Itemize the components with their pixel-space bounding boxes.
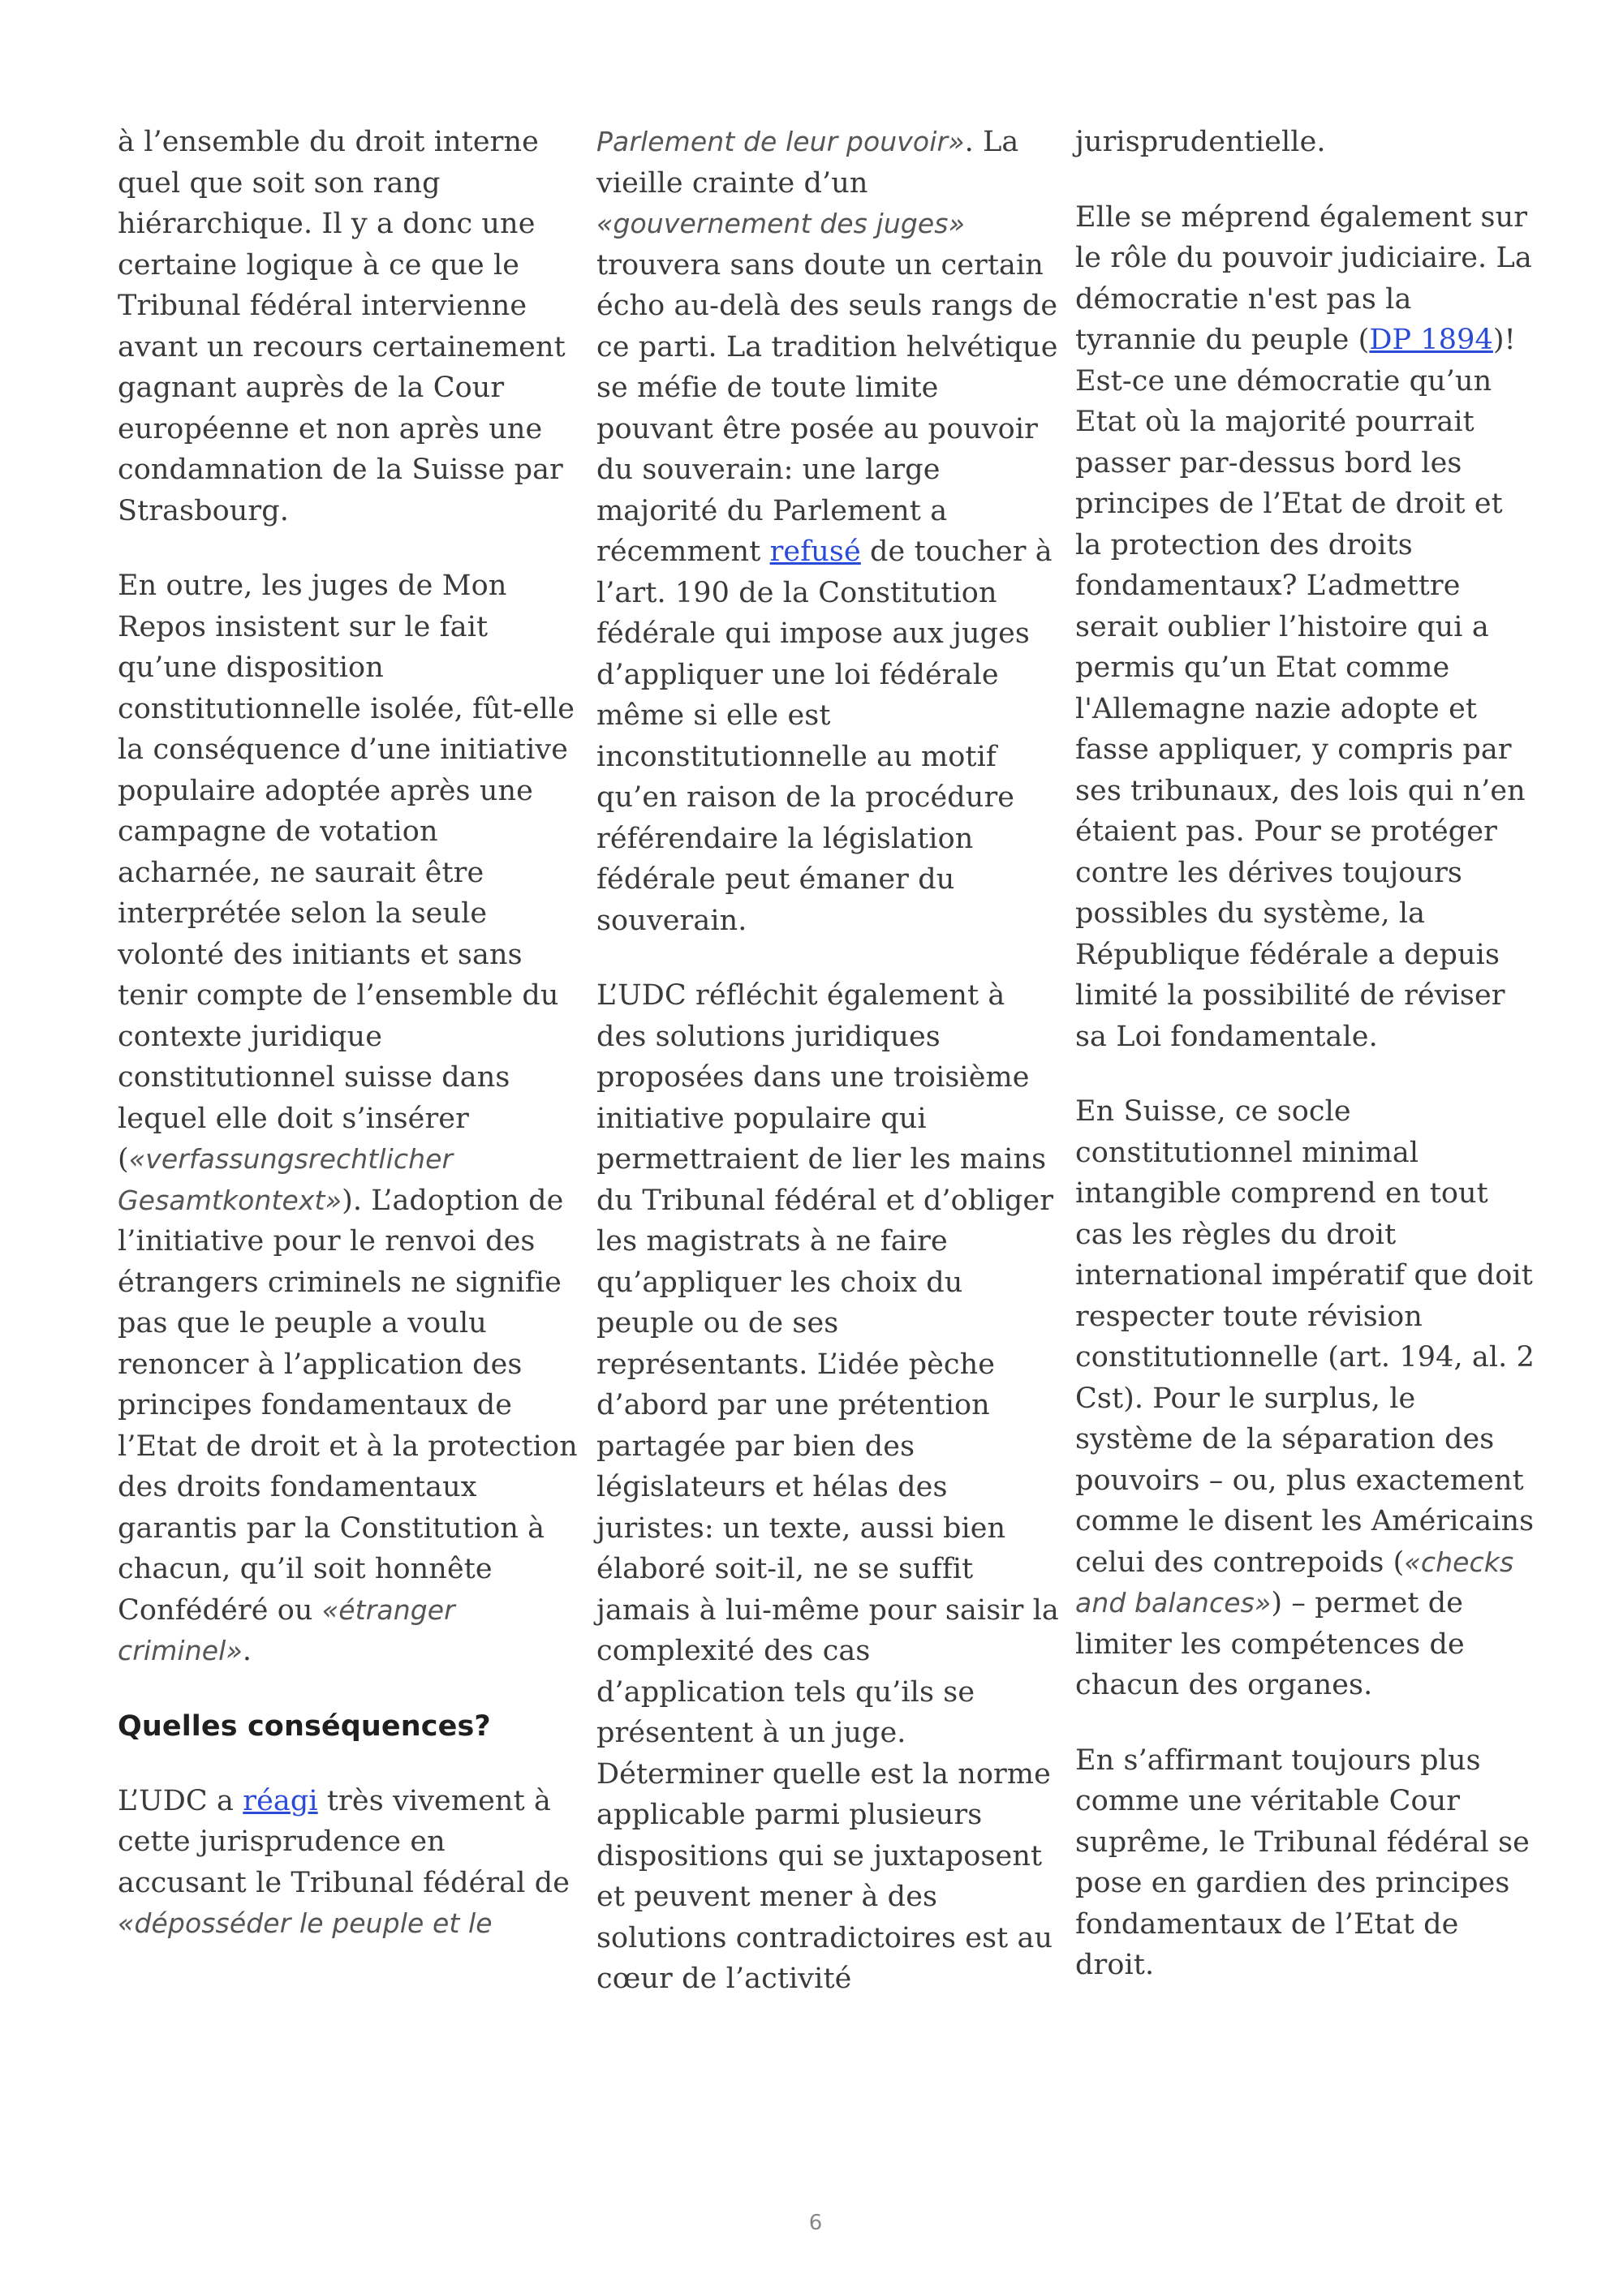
text-segment: )! Est-ce une démocratie qu’un Etat où la majorité pourrait passer par-dessus bord les principes de l’Etat de droit et la protection des droits fondamentaux? L’admettre serait oublier l’histoire qui a permis qu’un Etat comme l'Allemagne nazie adopte et fasse appliquer, y compris par ses tribunaux, des lois qui n’en étaient pas. Pour se protéger contre les dérives toujours possibles du système, la République fédérale a depuis limité la possibilité de réviser sa Loi fondamentale. (1075, 324, 1526, 1053)
italic-quote: «étranger criminel» (118, 1593, 455, 1666)
text-segment: à l’ensemble du droit interne quel que soit son rang hiérarchique. Il y a donc une certaine logique à ce que le Tribunal fédéral intervienne avant un recours certainement gagnant auprès de la Cour européenne et non après une condamnation de la Suisse par Strasbourg. (118, 126, 566, 527)
italic-quote: «checks and balances» (1075, 1546, 1514, 1619)
text-segment: En outre, les juges de Mon Repos insistent sur le fait qu’une disposition constitutionnelle isolée, fût-elle la conséquence d’une initiative populaire adoptée après une campagne de votation acharnée, ne saurait être interprétée selon la seule volonté des initiants et sans tenir compte de l’ensemble du contexte juridique constitutionnel suisse dans lequel elle doit s’insérer ( (118, 570, 575, 1176)
text-column-3 (1075, 122, 1538, 2020)
paragraph (596, 975, 1059, 2000)
text-segment: L’UDC réfléchit également à des solutions juridiques proposées dans une troisième initiative populaire qui permettraient de lier les mains du Tribunal fédéral et d’obliger les magistrats à ne faire qu’appliquer les choix du peuple ou de ses représentants. L’idée pèche d’abord par une prétention partagée par bien des législateurs et hélas des juristes: un texte, aussi bien élaboré soit-il, ne se suffit jamais à lui-même pour saisir la complexité des cas d’application tels qu’ils se présentent à un juge. Déterminer quelle est la norme applicable parmi plusieurs dispositions qui se juxtaposent et peuvent mener à des solutions contradictoires est au cœur de l’activité (596, 979, 1059, 1995)
section-heading: Quelles conséquences? (118, 1709, 491, 1743)
paragraph (1075, 1740, 1538, 1986)
text-segment: ). L’adoption de l’initiative pour le renvoi des étrangers criminels ne signifie pas que le peuple a voulu renoncer à l’application des principes fondamentaux de l’Etat de droit et à la protection des droits fondamentaux garantis par la Constitution à chacun, qu’il soit honnête Confédéré ou (118, 1184, 578, 1627)
paragraph (1075, 1091, 1538, 1706)
text-column-1 (118, 122, 580, 1979)
text-segment: trouvera sans doute un certain écho au-delà des seuls rangs de ce parti. La tradition helvétique se méfie de toute limite pouvant être posée au pouvoir du souverain: une large majorité du Parlement a récemment (596, 248, 1058, 568)
inline-link[interactable]: refusé (769, 535, 861, 568)
paragraph (118, 122, 580, 531)
text-segment: . La vieille crainte d’un (596, 126, 1019, 200)
italic-quote: «gouvernement des juges» (596, 208, 966, 239)
inline-link[interactable]: réagi (243, 1784, 318, 1817)
text-segment: L’UDC a (118, 1784, 243, 1817)
italic-quote: «déposséder le peuple et le (118, 1907, 493, 1939)
text-segment: Elle se méprend également sur le rôle du pouvoir judiciaire. La démocratie n'est pas la tyrannie du peuple ( (1075, 200, 1532, 356)
paragraph (1075, 197, 1538, 1058)
text-segment: de toucher à l’art. 190 de la Constitution fédérale qui impose aux juges d’appliquer une loi fédérale même si elle est inconstitutionnelle au motif qu’en raison de la procédure référendaire la législation fédérale peut émaner du souverain. (596, 535, 1053, 937)
page-number: 6 (808, 2211, 823, 2235)
paragraph (118, 1781, 580, 1945)
text-segment: jurisprudentielle. (1075, 126, 1326, 158)
italic-quote: Parlement de leur pouvoir» (596, 126, 965, 157)
text-segment: . (242, 1635, 252, 1667)
text-segment: très vivement à cette jurisprudence en accusant le Tribunal fédéral de (118, 1784, 570, 1899)
inline-link[interactable]: DP 1894 (1369, 324, 1493, 356)
text-segment: En s’affirmant toujours plus comme une véritable Cour suprême, le Tribunal fédéral se pose en gardien des principes fondamentaux de l’Etat de droit. (1075, 1743, 1530, 1981)
text-segment: En Suisse, ce socle constitutionnel minimal intangible comprend en tout cas les règles du droit international impératif que doit respecter toute révision constitutionnelle (art. 194, al. 2 Cst). Pour le surplus, le système de la séparation des pouvoirs – ou, plus exactement comme le disent les Américains celui des contrepoids ( (1075, 1095, 1535, 1579)
paragraph (1075, 122, 1538, 163)
text-column-2 (596, 122, 1059, 2034)
text-segment: ) – permet de limiter les compétences de chacun des organes. (1075, 1587, 1465, 1701)
paragraph (118, 565, 580, 1672)
paragraph (596, 122, 1059, 941)
italic-quote: «verfassungsrechtlicher Gesamtkontext» (118, 1143, 454, 1216)
